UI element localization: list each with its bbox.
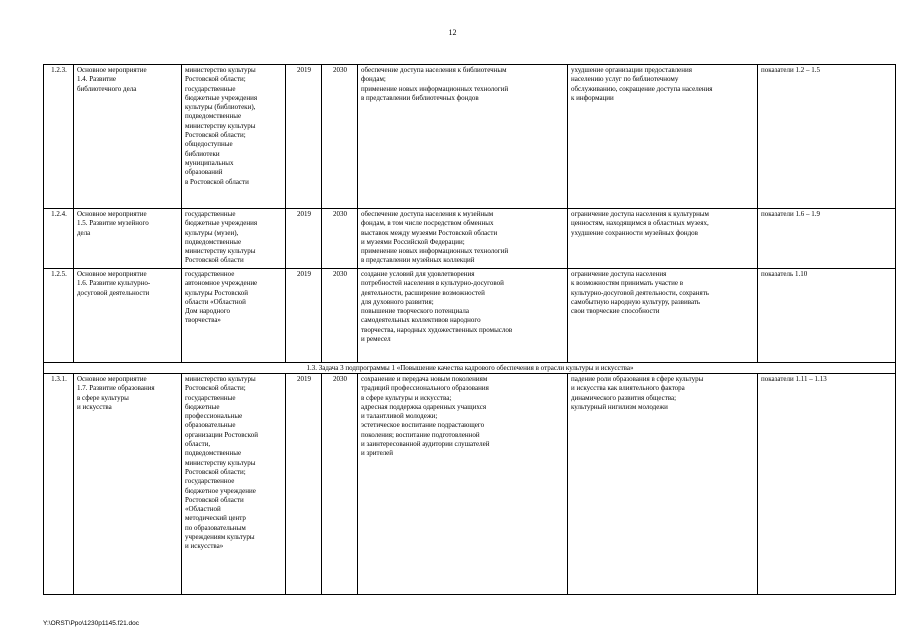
linked-indicators: показатели 1.2 – 1.5 [758, 65, 896, 209]
task-heading-row [44, 363, 896, 374]
row-number: 1.2.4. [44, 209, 74, 269]
end-year: 2030 [322, 374, 358, 595]
table-row [44, 209, 896, 269]
measure-executor: министерство культуры Ростовской области; государственные бюджетные профессиональные образовательные организации Ростовской области, подведомственные министерству культуры Ростовской области; государственное бюджетное учреждение Ростовской области «Областной методический центр по образовательным учреждениям культуры и искусства» [182, 374, 286, 595]
start-year: 2019 [286, 269, 322, 363]
row-number: 1.2.5. [44, 269, 74, 363]
table-row [44, 269, 896, 363]
table-row [44, 65, 896, 209]
measure-name: Основное мероприятие 1.6. Развитие культурно- досуговой деятельности [74, 269, 182, 363]
end-year: 2030 [322, 269, 358, 363]
measure-name: Основное мероприятие 1.5. Развитие музейного дела [74, 209, 182, 269]
expected-result: сохранение и передача новым поколениям традиций профессионального образования в сфере культуры и искусства; адресная поддержка одаренных учащихся и талантливой молодежи; эстетическое воспитание подрастающего поколения; воспитание подготовленной и заинтересованной аудитории слушателей и зрителей [358, 374, 568, 595]
row-number: 1.3.1. [44, 374, 74, 595]
measure-name: Основное мероприятие 1.7. Развитие образования в сфере культуры и искусства [74, 374, 182, 595]
row-number: 1.2.3. [44, 65, 74, 209]
start-year: 2019 [286, 209, 322, 269]
end-year: 2030 [322, 209, 358, 269]
non-implementation-consequences: ограничение доступа населения к возможностям принимать участие в культурно-досуговой деятельности, сохранять самобытную народную культуру, развивать свои творческие способности [568, 269, 758, 363]
linked-indicators: показатели 1.6 – 1.9 [758, 209, 896, 269]
expected-result: создание условий для удовлетворения потребностей населения в культурно-досуговой деятельности, расширение возможностей для духовного развития; повышение творческого потенциала самодеятельных коллективов народного творчества, народных художественных промыслов и ремесел [358, 269, 568, 363]
linked-indicators: показатели 1.11 – 1.13 [758, 374, 896, 595]
non-implementation-consequences: ухудшение организации предоставления населению услуг по библиотечному обслуживанию, сокращение доступа населения к информации [568, 65, 758, 209]
measure-executor: государственные бюджетные учреждения культуры (музеи), подведомственные министерству культуры Ростовской области [182, 209, 286, 269]
linked-indicators: показатель 1.10 [758, 269, 896, 363]
footer-file-path: Y:\ORST\Ppo\1230p1145.f21.doc [43, 620, 140, 627]
measure-name: Основное мероприятие 1.4. Развитие библиотечного дела [74, 65, 182, 209]
non-implementation-consequences: ограничение доступа населения к культурным ценностям, находящимся в областных музеях, ухудшение сохранности музейных фондов [568, 209, 758, 269]
expected-result: обеспечение доступа населения к музейным фондам, в том числе посредством обменных выставок между музеями Ростовской области и музеями Российской Федерации; применение новых информационных технологий в представлении музейных коллекций [358, 209, 568, 269]
table-row [44, 374, 896, 595]
task-heading: 1.3. Задача 3 подпрограммы 1 «Повышение качества кадрового обеспечения в отрасли культуры и искусства» [44, 363, 896, 374]
expected-result: обеспечение доступа населения к библиотечным фондам; применение новых информационных технологий в представлении библиотечных фондов [358, 65, 568, 209]
non-implementation-consequences: падение роли образования в сфере культуры и искусства как влиятельного фактора динамического развития общества; культурный нигилизм молодежи [568, 374, 758, 595]
start-year: 2019 [286, 374, 322, 595]
page-number: 12 [448, 28, 457, 37]
measure-executor: министерство культуры Ростовской области; государственные бюджетные учреждения культуры (библиотеки), подведомственные министерству культуры Ростовской области; общедоступные библиотеки муниципальных образований в Ростовской области [182, 65, 286, 209]
measure-executor: государственное автономное учреждение культуры Ростовской области «Областной Дом народного творчества» [182, 269, 286, 363]
measures-table [43, 64, 896, 595]
start-year: 2019 [286, 65, 322, 209]
end-year: 2030 [322, 65, 358, 209]
